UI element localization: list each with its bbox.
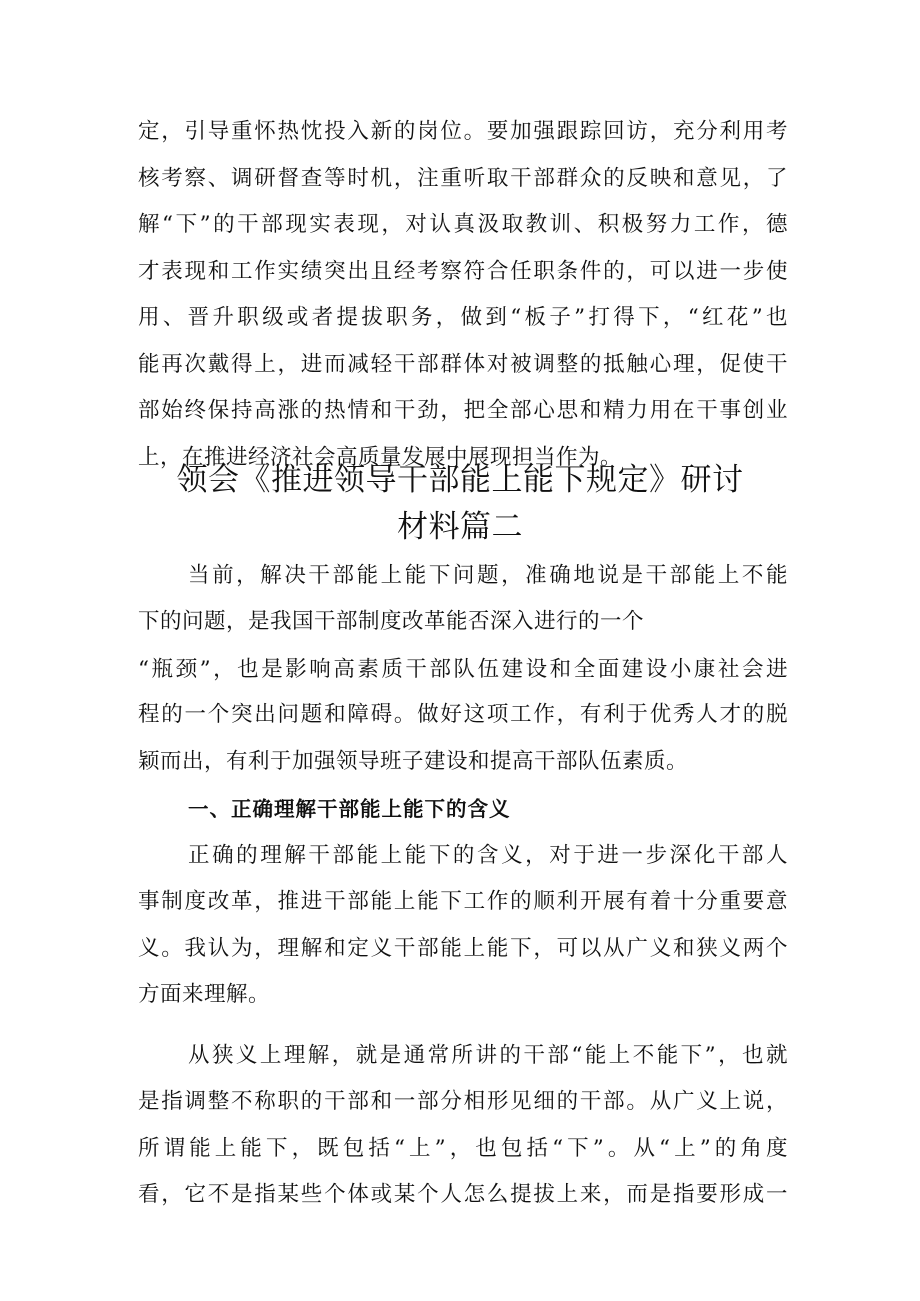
text-line: “瓶颈”，也是影响高素质干部队伍建设和全面建设小康社会进: [138, 657, 788, 682]
text-line: 从狭义上理解，就是通常所讲的干部“能上不能下”，也就: [188, 1043, 788, 1068]
article-title-line: 领会《推进领导干部能上能下规定》研讨: [176, 462, 744, 498]
section-heading: 一、正确理解干部能上能下的含义: [188, 797, 511, 821]
text-line: 上，在推进经济社会高质量发展中展现担当作为。: [138, 445, 623, 470]
text-line: 能再次戴得上，进而减轻干部群体对被调整的抵触心理，促使干: [138, 352, 788, 377]
text-line: 解“下”的干部现实表现，对认真汲取教训、积极努力工作，德: [138, 212, 788, 237]
text-line: 事制度改革，推进干部能上能下工作的顺利开展有着十分重要意: [138, 889, 788, 914]
text-line: 用、晋升职级或者提拔职务，做到“板子”打得下，“红花”也: [138, 305, 788, 330]
text-line: 当前，解决干部能上能下问题，准确地说是干部能上不能: [188, 563, 788, 588]
text-line: 正确的理解干部能上能下的含义，对于进一步深化干部人: [188, 843, 788, 868]
text-line: 看，它不是指某些个体或某个人怎么提拔上来，而是指要形成一: [138, 1182, 788, 1207]
text-line: 核考察、调研督查等时机，注重听取干部群众的反映和意见，了: [138, 166, 788, 191]
text-line: 颖而出，有利于加强领导班子建设和提高干部队伍素质。: [138, 749, 689, 774]
article-title-line: 材料篇二: [397, 509, 523, 545]
text-line: 才表现和工作实绩突出且经考察符合任职条件的，可以进一步使: [138, 259, 788, 284]
text-line: 所谓能上能下，既包括“上”，也包括“下”。从“上”的角度: [138, 1136, 788, 1161]
text-line: 是指调整不称职的干部和一部分相形见细的干部。从广义上说，: [138, 1089, 788, 1114]
text-line: 方面来理解。: [138, 982, 271, 1007]
text-line: 部始终保持高涨的热情和干劲，把全部心思和精力用在干事创业: [138, 398, 788, 423]
text-line: 义。我认为，理解和定义干部能上能下，可以从广义和狭义两个: [138, 936, 788, 961]
text-line: 下的问题，是我国干部制度改革能否深入进行的一个: [138, 609, 645, 634]
text-line: 定，引导重怀热忱投入新的岗位。要加强跟踪回访，充分利用考: [138, 119, 788, 144]
text-line: 程的一个突出问题和障碍。做好这项工作，有利于优秀人才的脱: [138, 702, 788, 727]
